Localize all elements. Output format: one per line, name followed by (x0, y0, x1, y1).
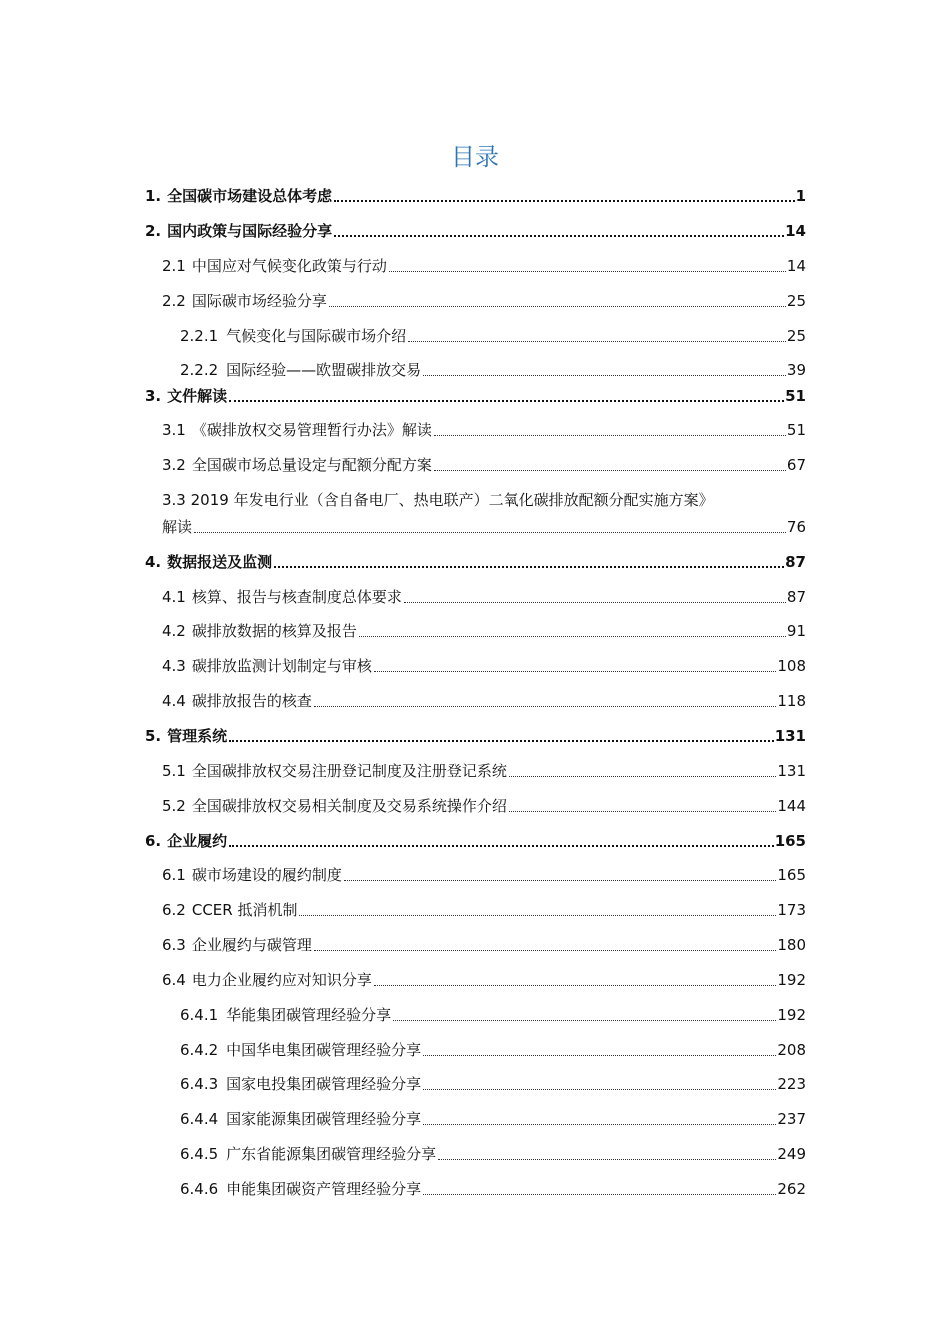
toc-entry[interactable] (180, 1040, 806, 1060)
toc-leader (423, 371, 786, 376)
toc-title: 数据报送及监测 (167, 553, 273, 571)
toc-title: 2019 年发电行业（含自备电厂、热电联产）二氧化碳排放配额分配实施方案》 (190, 491, 714, 509)
toc-page: 180 (777, 936, 806, 954)
toc-entry[interactable] (162, 691, 806, 711)
toc-leader (314, 702, 776, 707)
toc-leader (229, 396, 784, 402)
toc-entry[interactable] (145, 726, 806, 746)
toc-leader (359, 632, 786, 637)
toc-leader (423, 1085, 776, 1090)
toc-leader (423, 1051, 776, 1056)
toc-page: 131 (774, 727, 806, 745)
toc-page: 51 (786, 421, 806, 439)
toc-page: 25 (786, 292, 806, 310)
toc-number: 5.2 (162, 797, 186, 815)
toc-title: 国际经验——欧盟碳排放交易 (226, 361, 422, 379)
toc-title: 全国碳市场建设总体考虑 (167, 187, 333, 205)
toc-leader (374, 981, 776, 986)
toc-number: 5.1 (162, 762, 186, 780)
toc-page: 165 (777, 866, 806, 884)
toc-page: 108 (777, 657, 806, 675)
toc-page: 67 (786, 456, 806, 474)
toc-entry[interactable] (180, 1074, 806, 1094)
toc-entry[interactable] (145, 831, 806, 851)
toc-entry[interactable] (180, 1144, 806, 1164)
toc-title: 碳市场建设的履约制度 (191, 866, 342, 884)
toc-page: 51 (785, 387, 806, 405)
toc-title: 气候变化与国际碳市场介绍 (226, 327, 407, 345)
toc-title: 广东省能源集团碳管理经验分享 (226, 1145, 437, 1163)
toc-leader (393, 1016, 776, 1021)
toc-number: 4.2 (162, 622, 186, 640)
toc-page: 25 (786, 327, 806, 345)
toc-leader (229, 841, 774, 847)
toc-entry[interactable] (162, 587, 806, 607)
toc-title: 全国碳排放权交易相关制度及交易系统操作介绍 (191, 797, 507, 815)
toc-title: 中国应对气候变化政策与行动 (191, 257, 387, 275)
toc-leader (229, 736, 774, 742)
toc-title: 国际碳市场经验分享 (191, 292, 327, 310)
toc-entry[interactable] (162, 970, 806, 990)
toc-title: 企业履约与碳管理 (191, 936, 312, 954)
toc-title: 电力企业履约应对知识分享 (191, 971, 372, 989)
toc-number: 5. (145, 727, 162, 745)
toc-entry[interactable] (180, 1109, 806, 1129)
toc-page: 223 (777, 1075, 806, 1093)
toc-title: 碳排放报告的核查 (191, 692, 312, 710)
toc-page: 165 (774, 832, 806, 850)
toc-entry[interactable] (180, 360, 806, 380)
toc-title: 企业履约 (167, 832, 228, 850)
toc-number: 6.4.5 (180, 1145, 219, 1163)
toc-title: 申能集团碳资产管理经验分享 (226, 1180, 422, 1198)
toc-entry[interactable] (162, 796, 806, 816)
toc-number: 6.4.3 (180, 1075, 219, 1093)
toc-entry[interactable] (162, 517, 806, 537)
toc-leader (434, 466, 786, 471)
toc-title: 管理系统 (167, 727, 228, 745)
toc-leader (334, 231, 784, 237)
toc-number: 6.3 (162, 936, 186, 954)
toc-number: 6.4.4 (180, 1110, 219, 1128)
toc-title: 碳排放数据的核算及报告 (191, 622, 357, 640)
toc-number: 3. (145, 387, 162, 405)
toc-entry[interactable] (145, 552, 806, 572)
toc-number: 6.4.1 (180, 1006, 219, 1024)
toc-entry[interactable] (145, 221, 806, 241)
toc-page: 173 (777, 901, 806, 919)
toc-leader (423, 1190, 776, 1195)
toc-leader (389, 267, 786, 272)
toc-title: 《碳排放权交易管理暂行办法》解读 (191, 421, 432, 439)
toc-title: CCER 抵消机制 (191, 901, 298, 919)
toc-number: 3.1 (162, 421, 186, 439)
toc-number: 6.1 (162, 866, 186, 884)
toc-entry[interactable] (162, 935, 806, 955)
toc-title: 全国碳市场总量设定与配额分配方案 (191, 456, 432, 474)
toc-leader (274, 562, 784, 568)
toc-leader (438, 1155, 776, 1160)
toc-entry[interactable] (162, 420, 806, 440)
toc-entry[interactable] (162, 656, 806, 676)
toc-page: 91 (786, 622, 806, 640)
toc-page: 262 (777, 1180, 806, 1198)
toc-number: 4. (145, 553, 162, 571)
toc-title: 文件解读 (167, 387, 228, 405)
toc-number: 2.1 (162, 257, 186, 275)
toc-number: 4.4 (162, 692, 186, 710)
toc-entry[interactable] (180, 1179, 806, 1199)
toc-page: 39 (786, 361, 806, 379)
toc-number: 4.1 (162, 588, 186, 606)
toc-leader (344, 876, 776, 881)
toc-leader (509, 772, 776, 777)
toc-page: 87 (785, 553, 806, 571)
toc-leader (408, 337, 786, 342)
toc-leader (423, 1120, 776, 1125)
toc-page: 192 (777, 971, 806, 989)
toc-page: 118 (777, 692, 806, 710)
toc-title: 碳排放监测计划制定与审核 (191, 657, 372, 675)
toc-title: 国家电投集团碳管理经验分享 (226, 1075, 422, 1093)
toc-leader (404, 598, 786, 603)
toc-title: 国内政策与国际经验分享 (167, 222, 333, 240)
toc-entry[interactable] (180, 326, 806, 346)
toc-number: 4.3 (162, 657, 186, 675)
toc-leader (194, 528, 786, 533)
toc-leader (299, 911, 776, 916)
toc-page: 14 (786, 257, 806, 275)
toc-page: 237 (777, 1110, 806, 1128)
toc-number: 6. (145, 832, 162, 850)
toc-title: 全国碳排放权交易注册登记制度及注册登记系统 (191, 762, 507, 780)
toc-number: 6.4.6 (180, 1180, 219, 1198)
toc-number: 2.2 (162, 292, 186, 310)
toc-title-continued: 解读 (162, 518, 193, 536)
toc-entry[interactable] (162, 621, 806, 641)
toc-number: 3.3 (162, 491, 186, 509)
toc-entry[interactable] (162, 865, 806, 885)
toc-page: 249 (777, 1145, 806, 1163)
toc-leader (329, 302, 786, 307)
toc-title: 国家能源集团碳管理经验分享 (226, 1110, 422, 1128)
toc-number: 3.2 (162, 456, 186, 474)
toc-number: 6.2 (162, 901, 186, 919)
toc-number: 6.4 (162, 971, 186, 989)
toc-page: 1 (795, 187, 806, 205)
toc-page: 192 (777, 1006, 806, 1024)
toc-entry[interactable] (162, 256, 806, 276)
toc-title: 华能集团碳管理经验分享 (226, 1006, 392, 1024)
toc-entry-first-line[interactable] (162, 490, 806, 510)
toc-number: 2.2.1 (180, 327, 219, 345)
toc-entry[interactable] (145, 186, 806, 206)
toc-leader (509, 807, 776, 812)
toc-title: 核算、报告与核查制度总体要求 (191, 588, 402, 606)
toc-entry[interactable] (180, 1005, 806, 1025)
toc-entry[interactable] (162, 291, 806, 311)
toc-page: 87 (786, 588, 806, 606)
toc-entry[interactable] (162, 900, 806, 920)
toc-entry[interactable] (162, 761, 806, 781)
toc-page: 14 (785, 222, 806, 240)
toc-number: 1. (145, 187, 162, 205)
toc-leader (314, 946, 776, 951)
toc-number: 2. (145, 222, 162, 240)
toc-leader (434, 431, 786, 436)
toc-title: 中国华电集团碳管理经验分享 (226, 1041, 422, 1059)
toc-page: 131 (777, 762, 806, 780)
toc-page: 76 (786, 518, 806, 536)
toc-page: 208 (777, 1041, 806, 1059)
toc-leader (374, 667, 776, 672)
toc-leader (334, 196, 794, 202)
toc-number: 2.2.2 (180, 361, 219, 379)
page-title: 目录 (451, 143, 499, 171)
toc-page: 144 (777, 797, 806, 815)
toc-number: 6.4.2 (180, 1041, 219, 1059)
toc-entry[interactable] (145, 386, 806, 406)
toc-entry[interactable] (162, 455, 806, 475)
